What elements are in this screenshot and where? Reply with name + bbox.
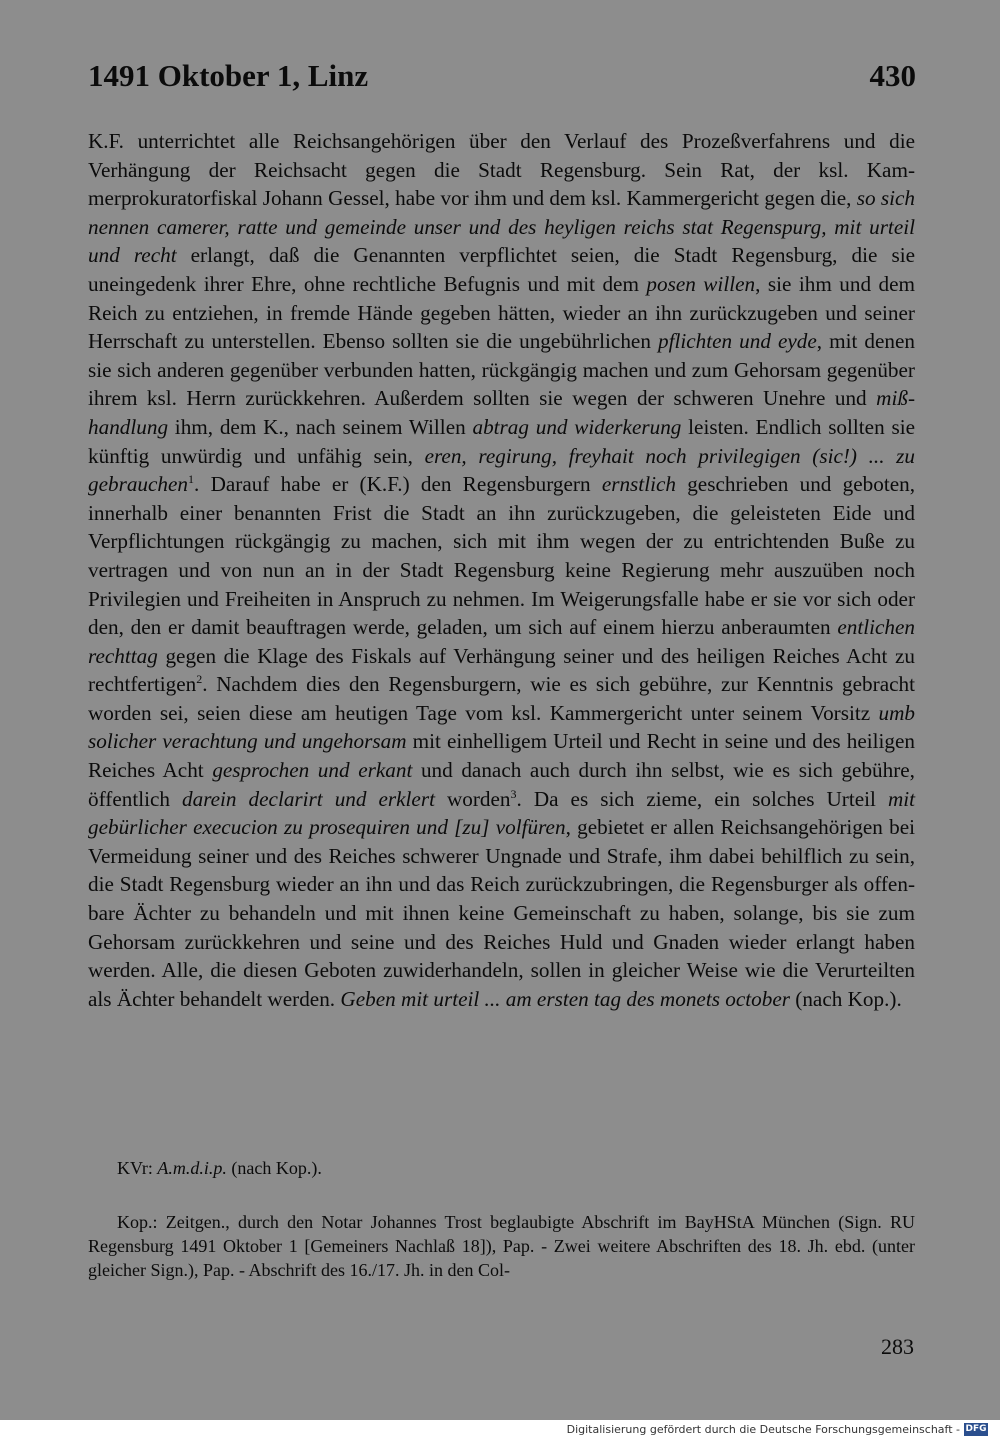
text-segment: erlangt, daß die Genannten verpflichtet seien, die Stadt Regensburg, die sie uneingedenk ihrer Ehre, ohne rechtliche Befugnis und mit dem [88, 243, 916, 296]
footnote-marker: 2 [196, 672, 203, 687]
text-segment: geschrieben und geboten, innerhalb einer benannten Frist die Stadt an ihn zurückzugeben, die geleisteten Eide und Verpflichtungen rückgängig zu machen, sich mit ihm wegen der zu entrichtenden Buße zu vertragen und von nun an in der Stadt Regensburg keine Regierung mehr auszuüben noch Privilegien und Freiheiten in Anspruch zu nehmen. Im Weigerungsfalle habe er sie vor sich oder den, den er damit beauftragen werde, geladen, um sich auf einem hierzu anberaumten [88, 472, 915, 640]
text-segment: . Da es sich zieme, ein solches Urteil [516, 786, 888, 811]
quoted-source-text: darein declarirt und erklert [182, 786, 435, 811]
text-segment: , mit denen sie sich anderen gegenüber verbunden hatten, rückgängig machen und zum Gehorsam gegenüber ihrem ksl. Herrn zurückkehren. Außerdem sollten sie wegen der schweren Unehre und [88, 329, 916, 411]
quoted-source-text: mit gebürlicher execucion zu prosequiren und [zu] volfüren [88, 786, 916, 840]
text-segment: worden [434, 786, 511, 811]
text-segment: mit einhelligem Urteil und Recht in seine und des heiligen Reiches Acht [88, 729, 915, 783]
text-segment: (nach Kop.). [789, 986, 902, 1011]
text-segment: gegen die Klage des Fiskals auf Verhängung seiner und des heiligen Reiches Acht zu rechtfertigen [88, 643, 915, 697]
quoted-source-text: gesprochen und erkant [212, 758, 413, 783]
footnote-marker: 3 [510, 786, 517, 801]
quoted-source-text: Geben mit urteil ... am ersten tag des monets october [340, 986, 790, 1011]
text-segment: . Darauf habe er (K.F.) den Regensburgern [194, 472, 602, 497]
quoted-source-text: pflichten und eyde [657, 329, 817, 354]
regest-text [88, 127, 915, 1013]
document-number: 430 [869, 58, 916, 93]
text-segment: . Nachdem dies den Regensburgern, wie es sich gebühre, zur Kenntnis gebracht worden sei, seien diese am heutigen Tage vom ksl. Kammergericht unter seinem Vorsitz [88, 672, 915, 725]
funding-notice: Digitalisierung gefördert durch die Deutsche Forschungsgemeinschaft - [566, 1423, 960, 1436]
text-segment: , sie ihm und dem Reich zu entziehen, in fremde Hände gegeben hätten, wieder an ihn zurückzugeben und seiner Herrschaft zu unterstellen. Ebenso sollten sie die ungebührlichen [88, 271, 915, 354]
kop-note: Kop.: Zeitgen., durch den Notar Johannes Trost beglaubigte Abschrift im BayHStA München (Sign. RU Regensburg 1491 Oktober 1 [Gemeiners Nachlaß 18]), Pap. - Zwei weitere Abschriften des 18. Jh. ebd. (unter gleicher Sign.), Pap. - Abschrift des 16./17. Jh. in den Col- [88, 1212, 915, 1280]
page-header [88, 56, 916, 96]
quoted-source-text: so sich nennen camerer, ratte und gemeinde unser und des heyligen reichs stat Regenspurg, mit urteil und recht [88, 186, 915, 268]
quoted-source-text: entlichen rechttag [88, 615, 915, 668]
quoted-source-text: posen willen [646, 271, 756, 296]
footnote-marker: 1 [188, 472, 195, 487]
quoted-source-text: umb solicher verachtung und ungehorsam [88, 700, 915, 754]
quoted-source-text: eren, regirung, freyhait noch privilegigen (sic!) ... zu gebrauchen [88, 443, 915, 497]
quoted-source-text: abtrag und widerkerung [472, 414, 682, 439]
quoted-source-text: ernstlich [601, 472, 676, 497]
kvr-abbreviation: A.m.d.i.p. [157, 1158, 227, 1178]
text-segment: leisten. Endlich sollten sie künftig unwürdig und unfähig sein, [88, 414, 915, 468]
text-segment: , gebietet er allen Reichsangehörigen bei Vermeidung seiner und des Reiches schwerer Ungnade und Strafe, ihm dabei behilflich zu sein, die Stadt Regensburg wieder an ihn und das Reich zurückzubringen, die Regensburger als offenbare Ächter zu behandeln und mit ihnen keine Gemeinschaft zu haben, solange, bis sie zum Gehorsam zurückkehren und seine und des Reiches Huld und Gnaden wieder erlangt haben werden. Alle, die diesen Geboten zuwiderhandeln, sollen in gleicher Weise wie die Verurteilten als Ächter behandelt werden. [88, 815, 915, 1011]
text-segment: ihm, dem K., nach seinem Willen [168, 414, 473, 439]
dfg-logo-icon: DFG [965, 1424, 987, 1434]
text-segment: und danach auch durch ihn selbst, wie es sich gebühre, öffentlich [88, 758, 915, 811]
text-segment: K.F. unterrichtet alle Reichsangehörigen über den Verlauf des Prozeßverfahrens und die Verhängung der Reichsacht gegen die Stadt Regensburg. Sein Rat, der ksl. Kammerprokuratorfiskal Johann Gessel, habe vor ihm und dem ksl. Kammergericht gegen die, [88, 129, 915, 211]
document-date-title: 1491 Oktober 1, Linz [88, 58, 369, 93]
quoted-source-text: mißhandlung [88, 386, 915, 439]
kvr-prefix: KVr: [117, 1158, 158, 1178]
page-number: 283 [881, 1334, 914, 1359]
kvr-note [117, 1155, 917, 1181]
kvr-suffix: (nach Kop.). [226, 1158, 322, 1178]
